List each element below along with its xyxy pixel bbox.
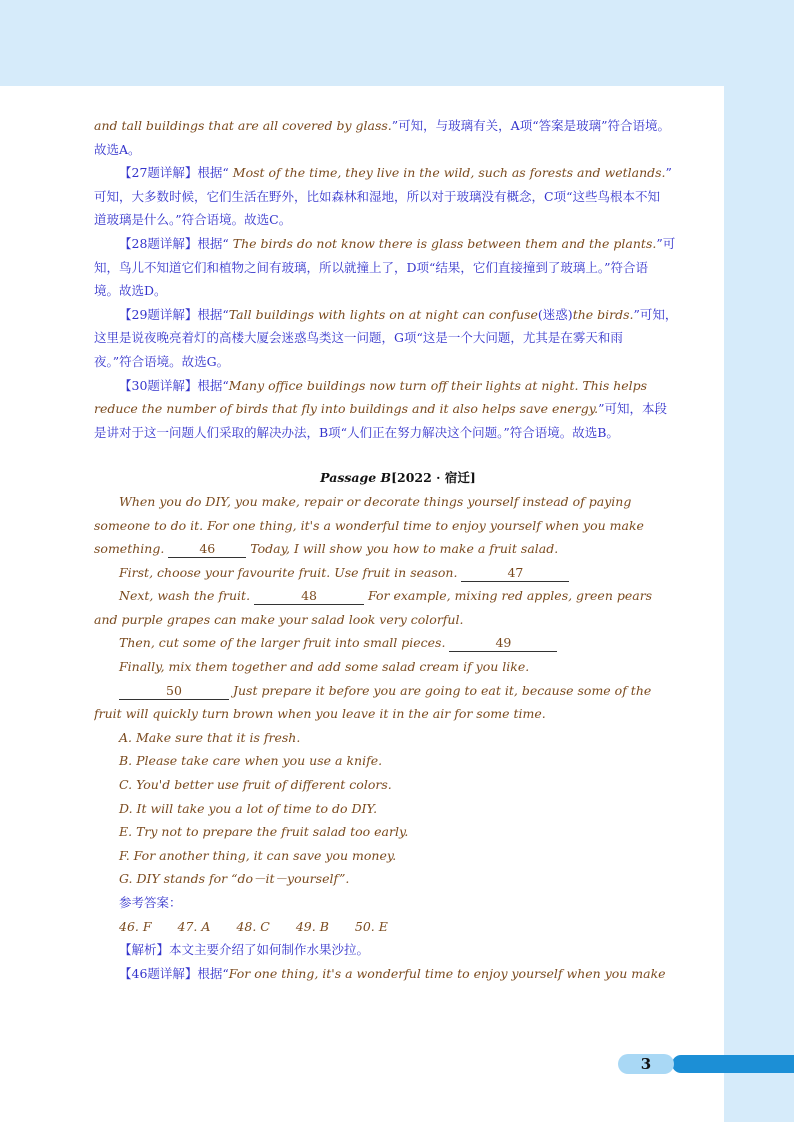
blank-48[interactable]: 48 <box>254 588 364 605</box>
top-band <box>0 0 794 86</box>
page-footer-bar <box>672 1055 794 1073</box>
analysis: 【解析】本文主要介绍了如何制作水果沙拉。 <box>119 942 370 958</box>
option-d: D. It will take you a lot of time to do DIY. <box>119 800 378 816</box>
passage-line: First, choose your favourite fruit. Use fruit in season. 47 <box>94 561 702 585</box>
q30-explanation: 【30题详解】根据“Many office buildings now turn off their lights at night. This helps <box>119 377 648 393</box>
exp-line: 是讲对于这一问题人们采取的解决办法，B项“人们正在努力解决这个问题。”符合语境。故选B。 <box>94 424 619 440</box>
answers-row <box>94 915 702 939</box>
blank-47[interactable]: 47 <box>461 565 569 582</box>
exp-line: 道玻璃是什么。”符合语境。故选C。 <box>94 212 292 228</box>
answer: 50. E <box>354 918 388 934</box>
exp-line: 可知，大多数时候，它们生活在野外，比如森林和湿地，所以对于玻璃没有概念，C项“这些鸟根本不知 <box>94 188 660 204</box>
page-number: 3 <box>640 1055 652 1073</box>
passage-title: Passage B[2022 · 宿迁] <box>320 470 476 486</box>
q28-explanation: 【28题详解】根据“ The birds do not know there is glass between them and the plants.”可 <box>119 235 676 251</box>
passage-line: Finally, mix them together and add some salad cream if you like. <box>119 659 530 675</box>
answer: 47. A <box>177 918 211 934</box>
passage-line: When you do DIY, you make, repair or decorate things yourself instead of paying <box>119 493 632 509</box>
answers-label: 参考答案： <box>119 895 182 910</box>
exp-line: 这里是说夜晚亮着灯的高楼大厦会迷惑鸟类这一问题，G项“这是一个大问题，尤其是在雾天和雨 <box>94 330 623 346</box>
passage-line: 50 Just prepare it before you are going to eat it, because some of the <box>94 679 702 703</box>
passage-line: Next, wash the fruit. 48 For example, mixing red apples, green pears <box>119 588 653 604</box>
blank-50[interactable]: 50 <box>119 683 229 700</box>
answer: 46. F <box>119 918 152 934</box>
option-a: A. Make sure that it is fresh. <box>119 729 301 745</box>
blank-46[interactable]: 46 <box>168 541 246 558</box>
option-f: F. For another thing, it can save you money. <box>119 847 397 863</box>
option-b: B. Please take care when you use a knife. <box>119 753 383 769</box>
exp-line: and tall buildings that are all covered by glass.”可知，与玻璃有关，A项“答案是玻璃”符合语境。 <box>94 118 670 133</box>
passage-line: and purple grapes can make your salad look very colorful. <box>94 611 464 627</box>
exp-line: 知，鸟儿不知道它们和植物之间有玻璃，所以就撞上了，D项“结果，它们直接撞到了玻璃上。”符合语 <box>94 259 649 275</box>
passage-line: fruit will quickly turn brown when you leave it in the air for some time. <box>94 706 546 722</box>
option-c: C. You'd better use fruit of different colors. <box>119 777 392 793</box>
option-e: E. Try not to prepare the fruit salad too early. <box>119 824 409 840</box>
blank-49[interactable]: 49 <box>449 635 557 652</box>
exp-line: 故选A。 <box>94 141 141 157</box>
answer: 48. C <box>236 918 270 934</box>
passage-line: something. 46 Today, I will show you how to make a fruit salad. <box>94 541 559 557</box>
right-band <box>724 0 794 1122</box>
passage-line: someone to do it. For one thing, it's a wonderful time to enjoy yourself when you make <box>94 517 644 533</box>
exp-line: reduce the number of birds that fly into buildings and it also helps save energy.”可知，本段 <box>94 401 668 417</box>
passage-line: Then, cut some of the larger fruit into small pieces. 49 <box>94 631 702 655</box>
q46-explanation: 【46题详解】根据“For one thing, it's a wonderful time to enjoy yourself when you make <box>119 965 666 981</box>
exp-line: 夜。”符合语境。故选G。 <box>94 353 230 369</box>
q27-explanation: 【27题详解】根据“ Most of the time, they live in the wild, such as forests and wetlands.” <box>119 165 672 181</box>
exp-line: 境。故选D。 <box>94 283 167 299</box>
option-g: G. DIY stands for “do－it－yourself”. <box>119 871 350 887</box>
answer: 49. B <box>295 918 329 934</box>
page-content <box>94 114 702 985</box>
q29-explanation: 【29题详解】根据“Tall buildings with lights on at night can confuse(迷惑)the birds.”可知， <box>119 306 678 322</box>
